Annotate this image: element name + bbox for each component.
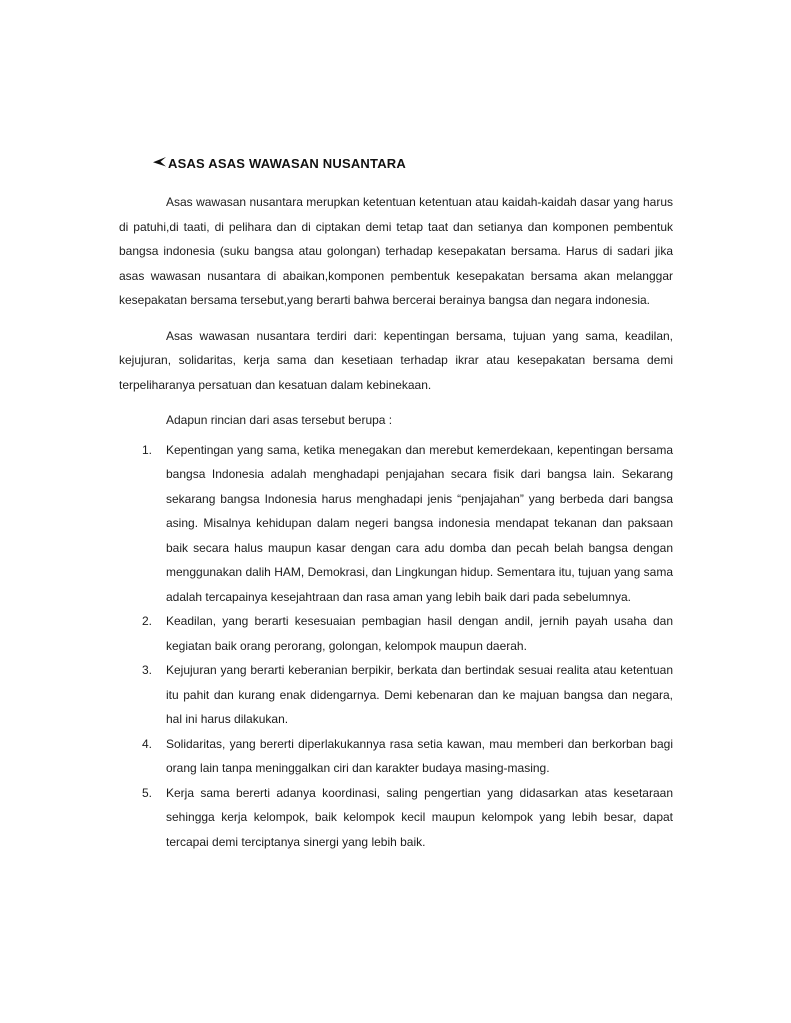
paragraph-list-intro: Adapun rincian dari asas tersebut berupa :: [166, 413, 393, 427]
list-item-number: 4.: [142, 736, 153, 751]
list-item-text: Kerja sama bererti adanya koordinasi, saling pengertian yang didasarkan atas kesetaraan sehingga kerja kelompok, baik kelompok kecil maupun kelompok yang lebih besar, dapat tercapai demi terciptanya sinergi yang lebih baik.: [166, 785, 673, 849]
list-item-number: 3.: [142, 663, 153, 677]
page-title: ASAS ASAS WAWASAN NUSANTARA: [168, 156, 406, 171]
list-item: [119, 438, 673, 610]
list-item-text: Kepentingan yang sama, ketika menegakan dan merebut kemerdekaan, kepentingan bersama bangsa Indonesia adalah menghadapi penjajahan secara fisik dari bangsa lain. Sekarang sekarang bangsa Indonesia harus menghadapi jenis “penjajahan” yang berbeda dari bangsa asing. Misalnya kehidupan dalam negeri bangsa indonesia mendapat tekanan dan paksaan baik secara halus maupun kasar dengan cara adu domba dan pecah belah bangsa dengan menggunakan dalih HAM, Demokrasi, dan Lingkungan hidup. Sementara itu, tujuan yang sama adalah tercapainya kesejahtraan dan rasa aman yang lebih baik dari pada sebelumnya.: [166, 442, 673, 604]
list-item-number: 2.: [142, 614, 153, 628]
list-item-text: Kejujuran yang berarti keberanian berpikir, berkata dan bertindak sesuai realita atau ketentuan itu pahit dan kurang enak didengarnya. Demi kebenaran dan ke majuan bangsa dan negara, hal ini harus dilakukan.: [166, 663, 673, 726]
paragraph-definition: Asas wawasan nusantara merupkan ketentuan ketentuan atau kaidah-kaidah dasar yang harus di patuhi,di taati, di pelihara dan di ciptakan demi tetap taat dan setianya dan komponen pembentuk bangsa indonesia (suku bangsa atau golongan) terhadap kesepakatan bersama. Harus di sadari jika asas wawasan nusantara di abaikan,komponen pembentuk kesepakatan bersama akan melanggar kesepakatan bersama tersebut,yang berarti bahwa bercerai berainya bangsa dan negara indonesia.: [119, 195, 673, 307]
arrow-cursor-icon: [153, 156, 167, 169]
list-item-text: Keadilan, yang berarti kesesuaian pembagian hasil dengan andil, jernih payah usaha dan kegiatan baik orang perorang, golongan, kelompok maupun daerah.: [166, 614, 673, 653]
list-item: [119, 732, 673, 781]
list-item-number: 5.: [142, 785, 153, 800]
document-heading: [153, 156, 673, 171]
list-item-text: Solidaritas, yang bererti diperlakukannya rasa setia kawan, mau memberi dan berkorban bagi orang lain tanpa meninggalkan ciri dan karakter budaya masing-masing.: [166, 736, 673, 775]
list-item-number: 1.: [142, 442, 153, 457]
list-item: [119, 609, 673, 658]
paragraph-components: Asas wawasan nusantara terdiri dari: kepentingan bersama, tujuan yang sama, keadilan, kejujuran, solidaritas, kerja sama dan kesetiaan terhadap ikrar atau kesepakatan bersama demi terpeliharanya persatuan dan kesatuan dalam kebinekaan.: [119, 328, 673, 392]
principles-list: [119, 438, 673, 855]
list-item: [119, 781, 673, 855]
document-content: [119, 156, 673, 854]
list-item: [119, 658, 673, 732]
